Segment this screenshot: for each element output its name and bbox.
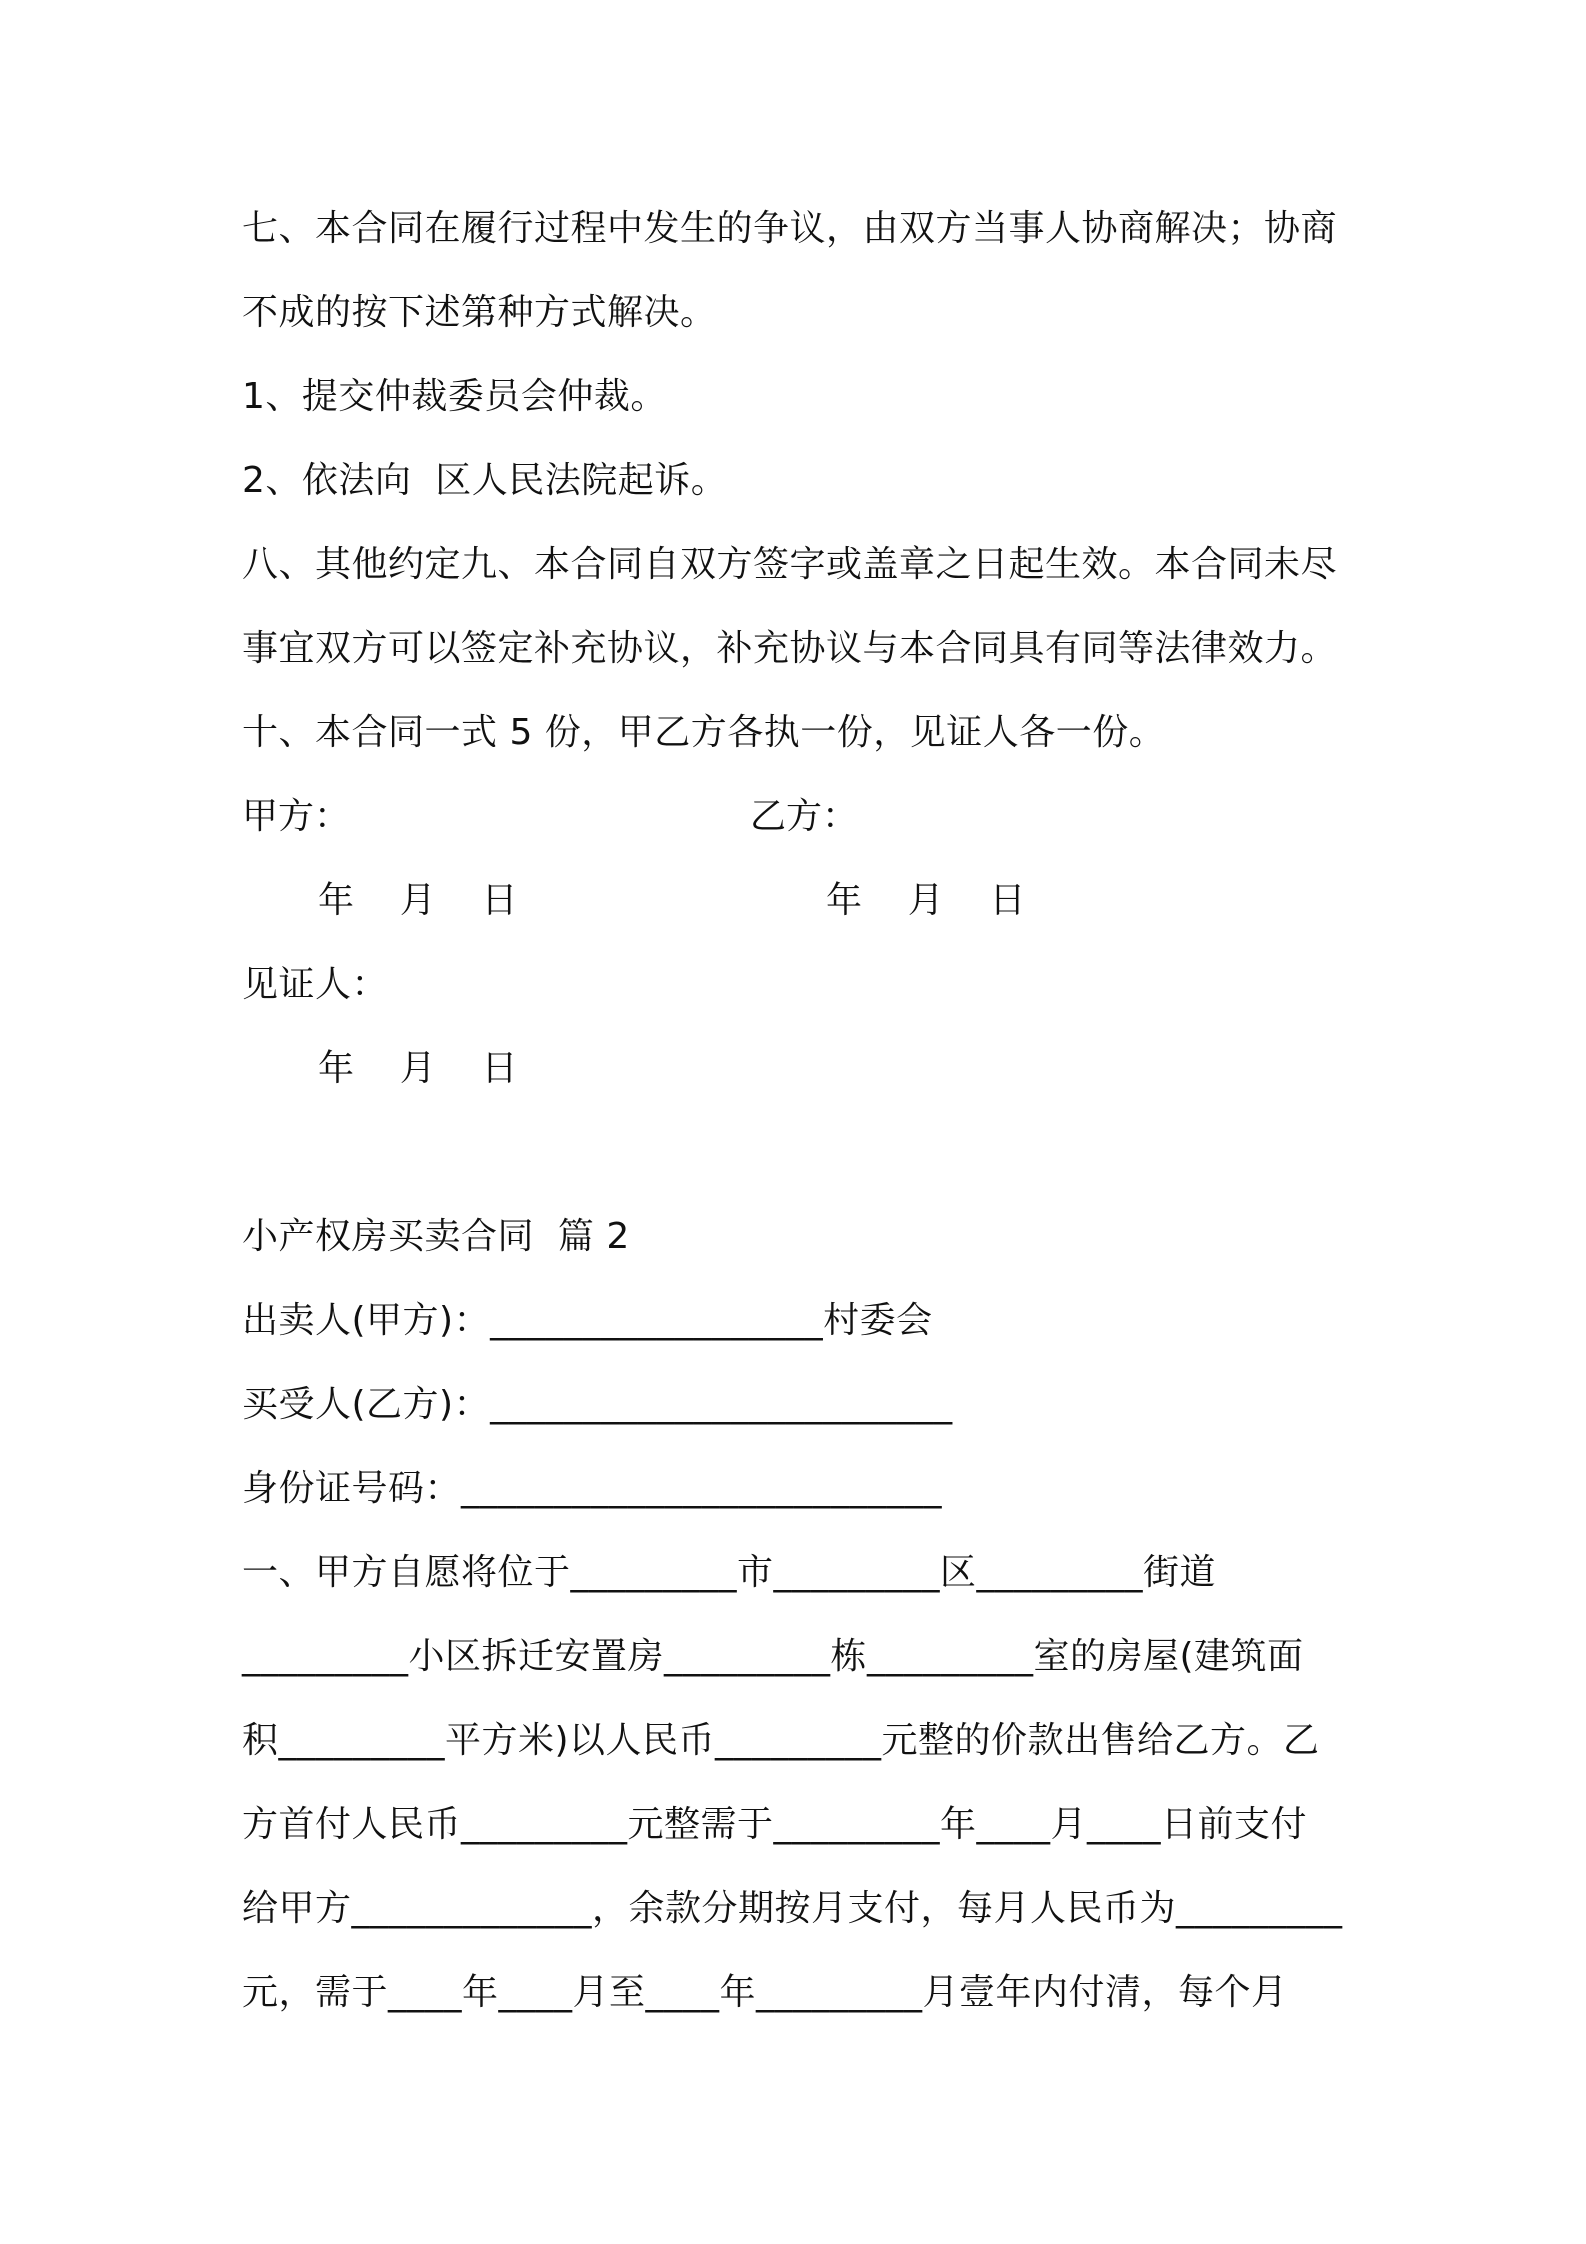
option-2: 2、依法向 区人民法院起诉。: [242, 460, 728, 501]
buyer-line: 买受人(乙方)：_________________________: [242, 1384, 953, 1425]
option-1: 1、提交仲裁委员会仲裁。: [242, 376, 667, 417]
party-b-label: 乙方：: [750, 796, 859, 837]
date-party-b: 年 月 日: [826, 880, 1026, 921]
signature-row-parties: [0, 793, 1586, 841]
clause-8-9-line-1: 八、其他约定九、本合同自双方签字或盖章之日起生效。本合同未尽: [242, 544, 1338, 585]
clause-1-line-1: 一、甲方自愿将位于_________市_________区_________街道: [242, 1552, 1217, 1593]
clause-1-line-6: 元，需于____年____月至____年_________月壹年内付清，每个月: [242, 1972, 1288, 2013]
witness-label: 见证人：: [242, 964, 389, 1005]
signature-row-dates: [0, 877, 1586, 925]
clause-10: 十、本合同一式 5 份，甲乙方各执一份，见证人各一份。: [242, 712, 1166, 753]
clause-7-line-2: 不成的按下述第种方式解决。: [242, 292, 717, 333]
clause-1-line-4: 方首付人民币_________元整需于_________年____月____日前支付: [242, 1804, 1308, 1845]
signature-row-witness-date: [0, 1045, 1586, 1093]
clause-1-line-2: _________小区拆迁安置房_________栋_________室的房屋(建筑面: [242, 1636, 1304, 1677]
date-party-a: 年 月 日: [318, 880, 518, 921]
party-a-label: 甲方：: [242, 796, 351, 837]
clause-7-line-1: 七、本合同在履行过程中发生的争议，由双方当事人协商解决；协商: [242, 208, 1338, 249]
clause-1-line-3: 积_________平方米)以人民币_________元整的价款出售给乙方。乙: [242, 1720, 1320, 1761]
seller-line: 出卖人(甲方)：__________________村委会: [242, 1300, 933, 1341]
clause-8-9-line-2: 事宜双方可以签定补充协议，补充协议与本合同具有同等法律效力。: [242, 628, 1338, 669]
id-number-line: 身份证号码：__________________________: [242, 1468, 943, 1509]
clause-1-line-5: 给甲方_____________，余款分期按月支付，每月人民币为_________: [242, 1888, 1343, 1929]
date-witness: 年 月 日: [318, 1048, 518, 1089]
contract-2-title: 小产权房买卖合同 篇 2: [242, 1216, 630, 1257]
